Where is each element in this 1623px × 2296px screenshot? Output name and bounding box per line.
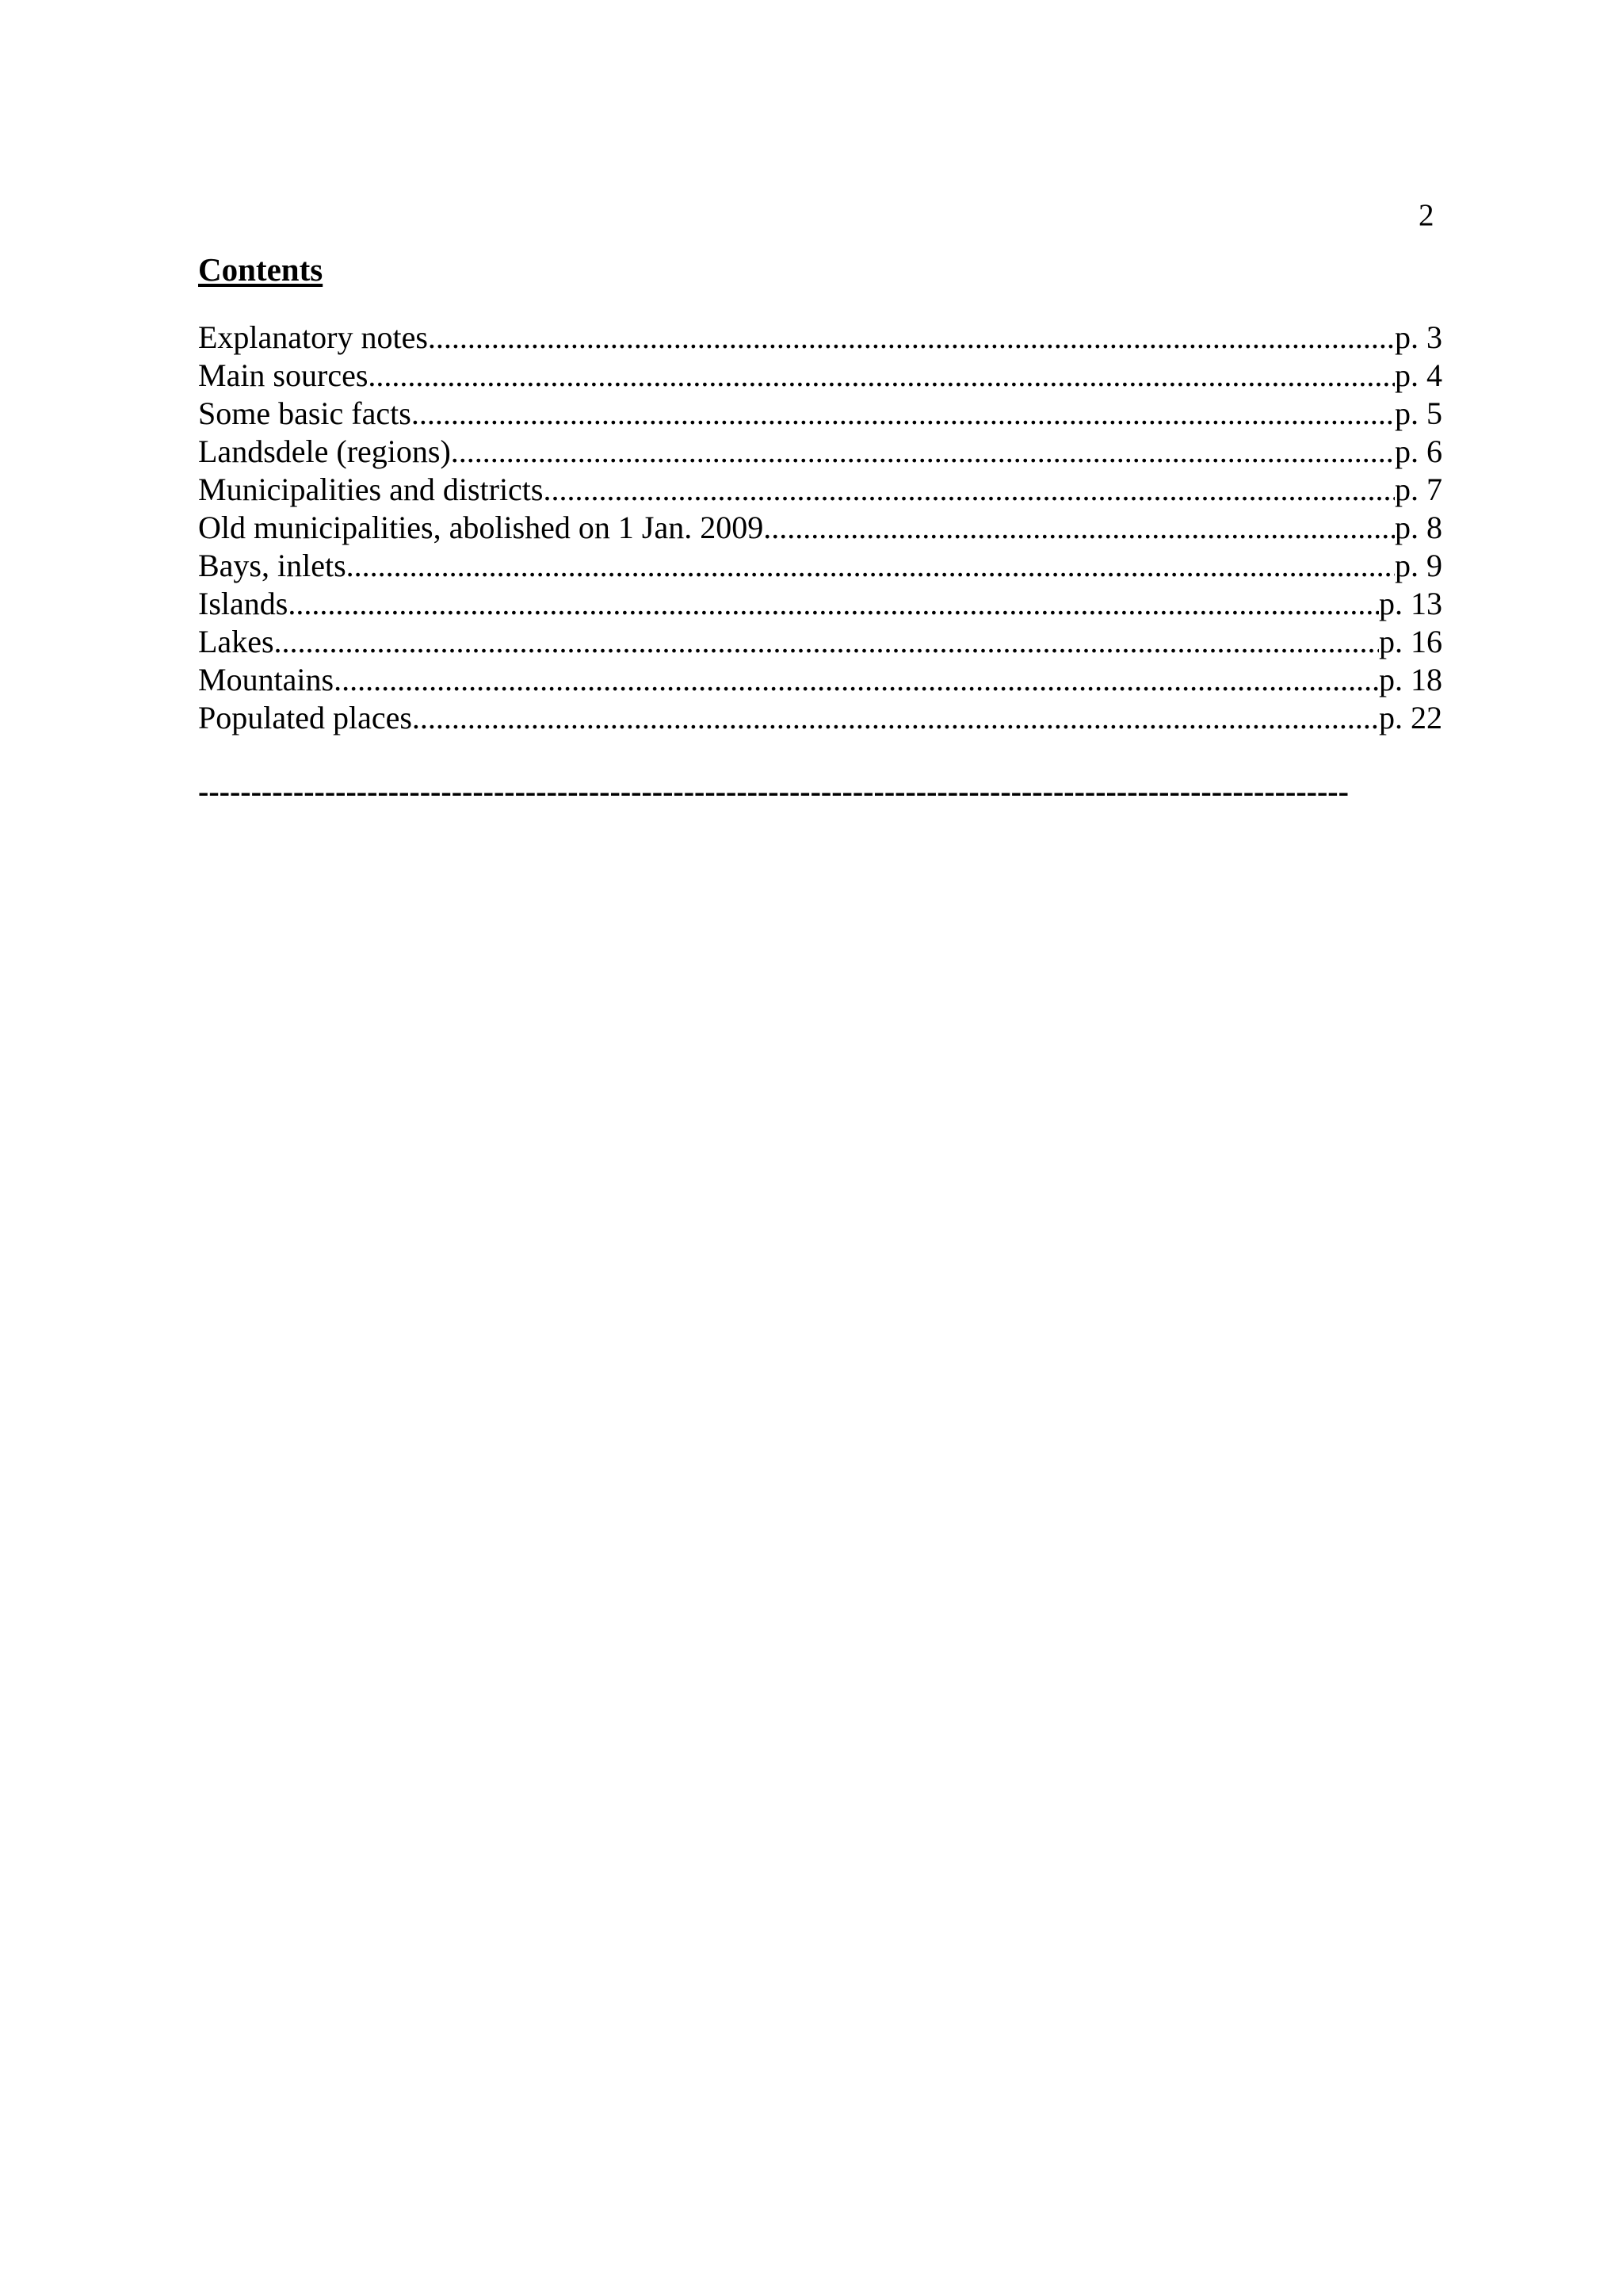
toc-entry-title: Explanatory notes	[198, 319, 428, 355]
toc-entry-page: p. 13	[1379, 586, 1442, 621]
toc-entry[interactable]	[198, 509, 1442, 547]
toc-entry[interactable]	[198, 661, 1442, 699]
toc-entry[interactable]	[198, 433, 1442, 471]
toc-entry-page: p. 18	[1379, 662, 1442, 697]
toc-entry-page: p. 5	[1395, 395, 1442, 431]
toc-entry-title: Lakes	[198, 624, 274, 659]
toc-entry-page: p. 16	[1379, 624, 1442, 659]
dot-leader	[368, 357, 1395, 395]
toc-entry[interactable]	[198, 319, 1442, 357]
dot-leader	[346, 547, 1395, 585]
toc-entry-title: Municipalities and districts	[198, 472, 544, 507]
toc-entry-title: Islands	[198, 586, 288, 621]
toc-entry[interactable]	[198, 357, 1442, 395]
dot-leader	[544, 471, 1396, 509]
toc-entry-title: Mountains	[198, 662, 334, 697]
toc-entry[interactable]	[198, 699, 1442, 737]
toc-entry-title: Populated places	[198, 700, 412, 735]
toc-entry[interactable]	[198, 395, 1442, 433]
page-number: 2	[1419, 198, 1434, 232]
dot-leader	[411, 395, 1395, 433]
dot-leader	[451, 433, 1395, 471]
dot-leader	[763, 509, 1395, 547]
toc-entry-page: p. 8	[1395, 510, 1442, 545]
toc-entry-page: p. 6	[1395, 434, 1442, 469]
toc-entry-title: Old municipalities, abolished on 1 Jan. 2009	[198, 510, 764, 545]
toc-entry-page: p. 3	[1395, 319, 1442, 355]
dot-leader	[428, 319, 1395, 357]
dot-leader	[412, 699, 1379, 737]
contents-heading: Contents	[198, 251, 323, 288]
toc-entry-title: Main sources	[198, 357, 369, 393]
toc-entry-page: p. 4	[1395, 357, 1442, 393]
toc-entry-title: Some basic facts	[198, 395, 411, 431]
toc-entry[interactable]	[198, 623, 1442, 661]
toc-entry-page: p. 22	[1379, 700, 1442, 735]
toc-entry-title: Bays, inlets	[198, 548, 346, 583]
toc-entry[interactable]	[198, 585, 1442, 623]
dot-leader	[334, 661, 1379, 699]
dot-leader	[288, 585, 1379, 623]
toc-entry[interactable]	[198, 471, 1442, 509]
dot-leader	[274, 623, 1379, 661]
toc-entry-page: p. 7	[1395, 472, 1442, 507]
separator-line: -------------------------------------------------------------------------------------------------------------	[198, 774, 1349, 809]
toc-entry-page: p. 9	[1395, 548, 1442, 583]
toc-entry[interactable]	[198, 547, 1442, 585]
table-of-contents	[198, 319, 1442, 737]
toc-entry-title: Landsdele (regions)	[198, 434, 451, 469]
